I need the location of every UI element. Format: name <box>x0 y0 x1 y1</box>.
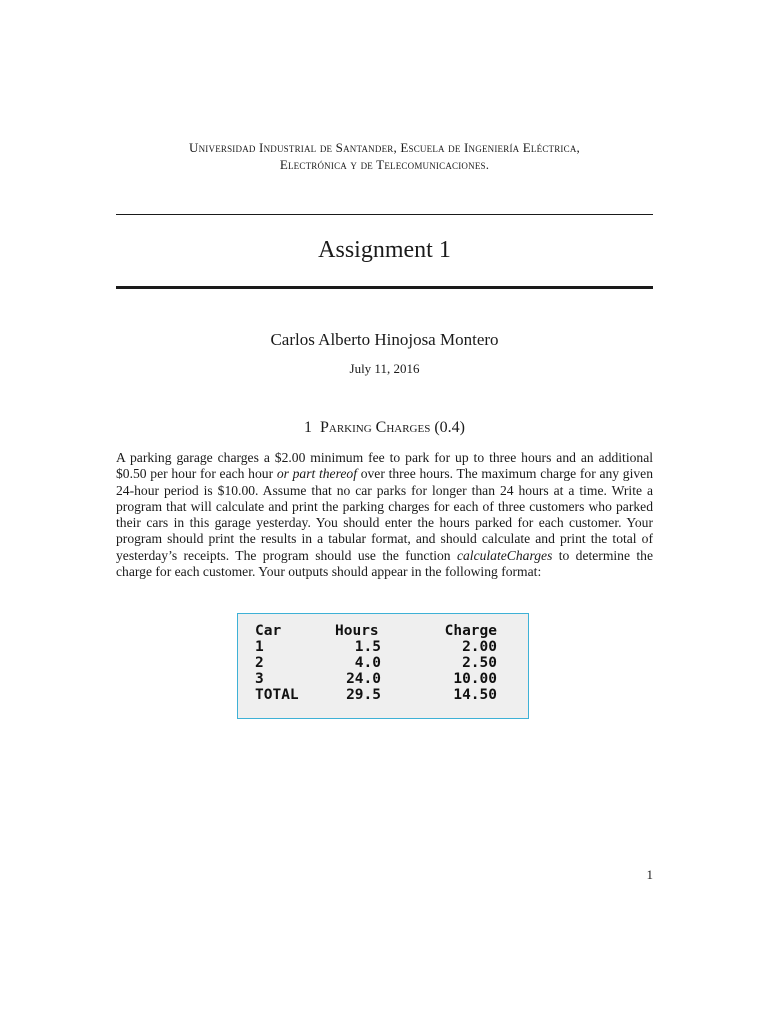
page-number: 1 <box>646 867 653 882</box>
cell-charge: 10.00 <box>453 671 497 687</box>
cell-charge: 2.00 <box>462 639 497 655</box>
cell-total-charge: 14.50 <box>453 687 497 703</box>
cell-hours: 24.0 <box>346 671 381 687</box>
author-name: Carlos Alberto Hinojosa Montero <box>270 330 499 349</box>
header-charge: Charge <box>444 623 497 639</box>
institution-header <box>116 139 653 173</box>
table-row <box>255 639 497 655</box>
header-car: Car <box>255 623 282 639</box>
institution-line-1: Universidad Industrial de Santander, Escuela de Ingeniería Eléctrica, <box>189 140 580 155</box>
institution-line-2: Electrónica y de Telecomunicaciones. <box>279 157 490 172</box>
paragraph-italic-2: calculateCharges <box>456 547 553 563</box>
section-heading <box>116 417 653 438</box>
cell-total-hours: 29.5 <box>346 687 381 703</box>
paragraph-italic-1: or part thereof <box>276 466 357 482</box>
section-number: 1 <box>303 419 312 436</box>
section-paragraph <box>116 450 653 580</box>
cell-car: 1 <box>255 639 264 655</box>
cell-hours: 1.5 <box>354 639 381 655</box>
paragraph-text-3: to determine the charge for each customer. Your outputs should appear in the following format: <box>116 547 653 580</box>
cell-total-label: TOTAL <box>255 687 299 703</box>
cell-car: 2 <box>255 655 264 671</box>
sample-output-table <box>255 623 497 703</box>
document-title: Assignment 1 <box>318 237 451 263</box>
title-bottom-rule <box>116 286 653 289</box>
table-row <box>255 671 497 687</box>
header-hours: Hours <box>335 623 379 639</box>
cell-car: 3 <box>255 671 264 687</box>
document-date: July 11, 2016 <box>349 361 420 376</box>
table-row <box>255 655 497 671</box>
section-points: (0.4) <box>434 419 465 436</box>
cell-hours: 4.0 <box>354 655 381 671</box>
section-title: Parking Charges <box>319 419 431 436</box>
title-top-rule <box>116 214 653 215</box>
paragraph-text-2: over three hours. The maximum charge for any given 24-hour period is $10.00. Assume that no car parks for longer than 24 hours at a time. Write a program that will calculate and print the parking charges for each of three customers who parked their cars in this garage yesterday. You should enter the hours parked for each customer. Your program should print the results in a tabular format, and should calculate and print the total of yesterday’s receipts. The program should use the function <box>116 466 654 563</box>
paragraph-text-1: A parking garage charges a $2.00 minimum fee to park for up to three hours and an additional $0.50 per hour for each hour <box>116 450 653 482</box>
table-header-row <box>255 623 497 639</box>
sample-output-box <box>237 613 529 719</box>
cell-charge: 2.50 <box>462 655 497 671</box>
table-row-total <box>255 687 497 703</box>
